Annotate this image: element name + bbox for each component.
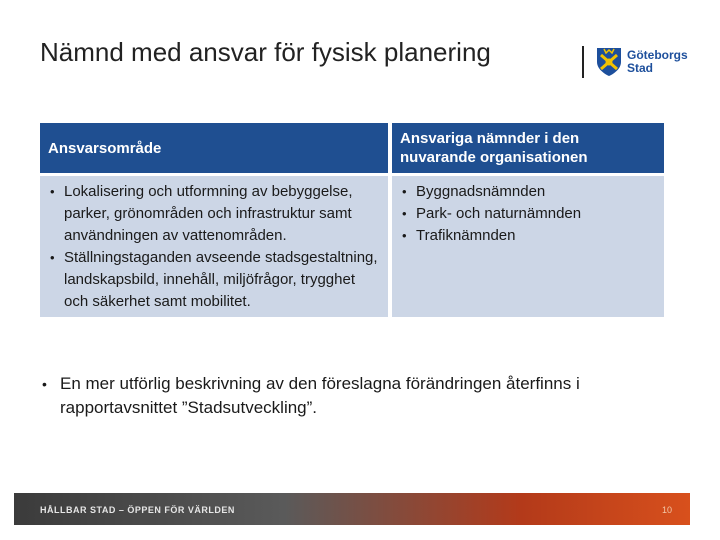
list-item: • Byggnadsnämnden [400,181,656,203]
slide-title: Nämnd med ansvar för fysisk planering [40,37,491,67]
cell-area [40,176,388,317]
cell-committees [392,176,664,317]
city-crest-icon [594,46,624,78]
list-item: • Park- och naturnämnden [400,203,656,225]
logo-divider [582,46,584,78]
header-area: Ansvarsområde [40,123,388,173]
list-item: • Ställningstaganden avseende stadsgestaltning, landskapsbild, innehåll, miljöfrågor, trygghet och säkerhet samt mobilitet. [48,247,380,313]
list-item: • Lokalisering och utformning av bebyggelse, parker, grönområden och infrastruktur samt användningen av vattenområden. [48,181,380,247]
list-item: • Trafiknämnden [400,225,656,247]
logo-wordmark [627,49,688,75]
table-row [40,176,664,317]
logo-line-1: Göteborgs [627,48,688,62]
page-number: 10 [662,505,673,515]
header-committees: Ansvariga nämnder i den nuvarande organisationen [392,123,664,173]
table-header-row [40,123,664,173]
logo-line-2: Stad [627,61,654,75]
note-bullet: • En mer utförlig beskrivning av den föreslagna förändringen återfinns i rapportavsnittet ”Stadsutveckling”. [40,372,680,420]
footer-tagline: HÅLLBAR STAD – ÖPPEN FÖR VÄRLDEN [40,505,235,515]
responsibility-table [36,120,668,320]
